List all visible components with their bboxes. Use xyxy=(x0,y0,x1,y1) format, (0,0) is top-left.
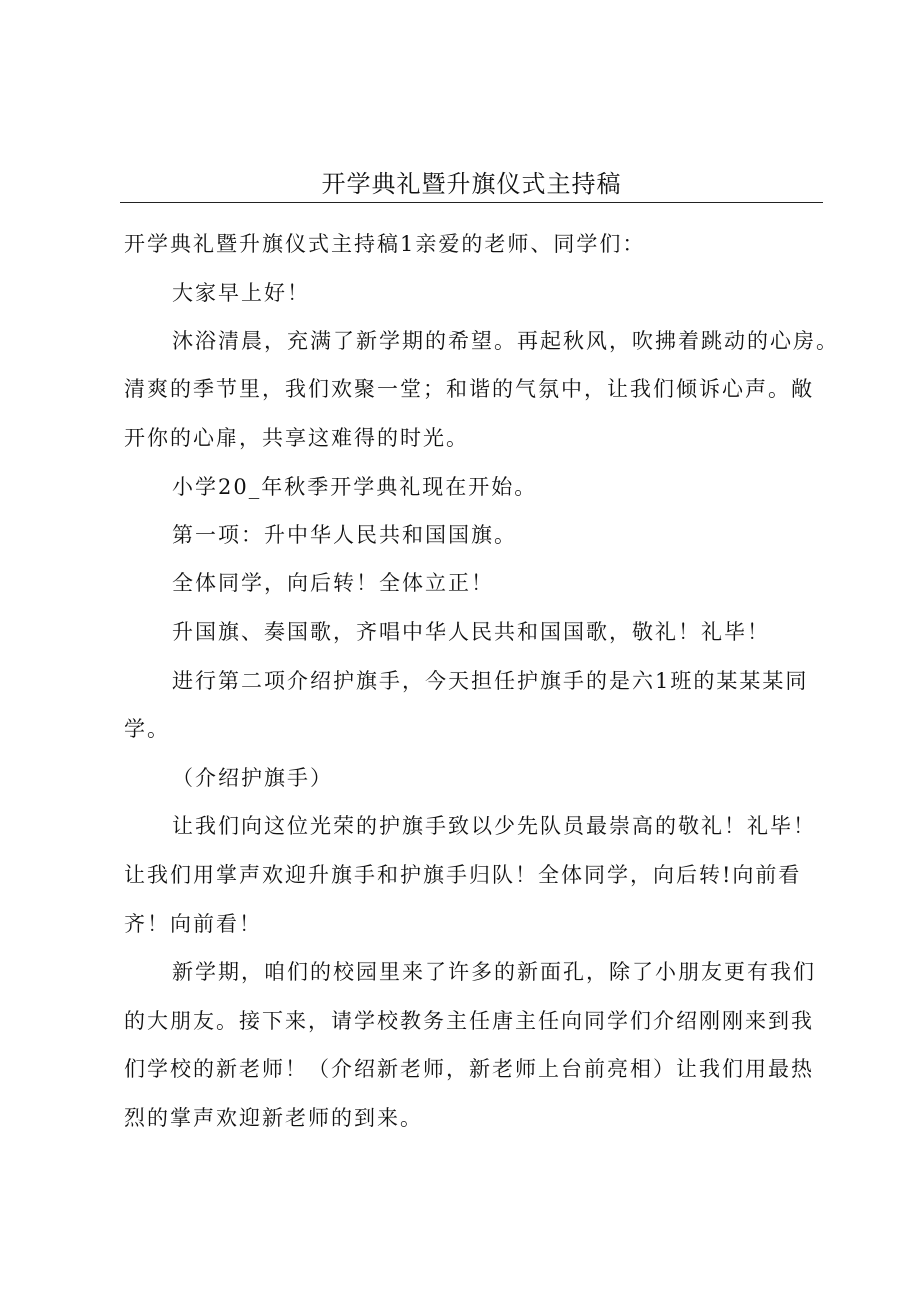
paragraph-line: 升国旗、奏国歌，齐唱中华人民共和国国歌，敬礼！礼毕！ xyxy=(172,620,770,644)
paragraph-line: 开你的心扉，共享这难得的时光。 xyxy=(124,426,469,450)
paragraph-line: 让我们用掌声欢迎升旗手和护旗手归队！全体同学，向后转!向前看 xyxy=(124,863,802,887)
paragraph-line: 齐！向前看！ xyxy=(124,912,262,936)
paragraph-line: 的大朋友。接下来，请学校教务主任唐主任向同学们介绍刚刚来到我 xyxy=(124,1009,814,1033)
paragraph-line: 烈的掌声欢迎新老师的到来。 xyxy=(124,1106,423,1130)
paragraph-line: （介绍护旗手） xyxy=(172,766,333,790)
title-divider xyxy=(120,202,823,203)
paragraph-line: 们学校的新老师！（介绍新老师，新老师上台前亮相）让我们用最热 xyxy=(124,1057,814,1081)
paragraph-line: 让我们向这位光荣的护旗手致以少先队员最崇高的敬礼！礼毕！ xyxy=(172,814,816,838)
paragraph-line: 沐浴清晨，充满了新学期的希望。再起秋风，吹拂着跳动的心房。 xyxy=(172,329,839,353)
paragraph-line: 清爽的季节里，我们欢聚一堂；和谐的气氛中，让我们倾诉心声。敞 xyxy=(124,377,814,401)
paragraph-line: 新学期，咱们的校园里来了许多的新面孔，除了小朋友更有我们 xyxy=(172,960,816,984)
intro-line: 开学典礼暨升旗仪式主持稿1亲爱的老师、同学们： xyxy=(124,232,646,256)
greeting-line: 大家早上好！ xyxy=(172,281,310,305)
document-title: 开学典礼暨升旗仪式主持稿 xyxy=(321,170,622,198)
paragraph-line: 进行第二项介绍护旗手，今天担任护旗手的是六1班的某某某同 xyxy=(172,669,809,693)
paragraph-line: 小学20_年秋季开学典礼现在开始。 xyxy=(172,475,538,499)
paragraph-line: 全体同学，向后转！全体立正！ xyxy=(172,571,494,595)
paragraph-line: 学。 xyxy=(124,717,170,741)
paragraph-line: 第一项：升中华人民共和国国旗。 xyxy=(172,523,517,547)
